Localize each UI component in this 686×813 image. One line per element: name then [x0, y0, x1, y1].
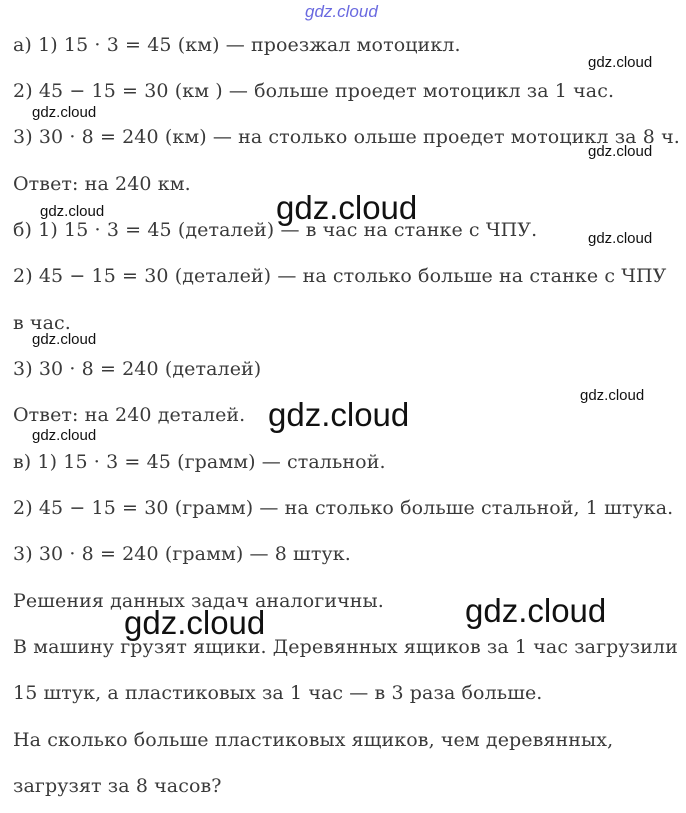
line-c1: в) 1) 15 · 3 = 45 (грамм) — стальной.: [13, 451, 386, 473]
watermark: gdz.cloud: [588, 54, 653, 71]
line-task-2: 15 штук, а пластиковых за 1 час — в 3 раза больше.: [13, 682, 543, 704]
line-task-4: загрузят за 8 часов?: [13, 775, 222, 797]
line-a2: 2) 45 − 15 = 30 (км ) — больше проедет мотоцикл за 1 час.: [13, 80, 615, 102]
watermark: gdz.cloud: [32, 331, 97, 348]
line-b2: 2) 45 − 15 = 30 (деталей) — на столько больше на станке с ЧПУ: [13, 265, 667, 287]
watermark: gdz.cloud: [124, 604, 266, 641]
watermark: gdz.cloud: [268, 396, 410, 433]
line-task-3: На сколько больше пластиковых ящиков, чем деревянных,: [13, 729, 614, 751]
line-b3: 3) 30 · 8 = 240 (деталей): [13, 358, 262, 380]
watermark: gdz.cloud: [32, 427, 97, 444]
line-c3: 3) 30 · 8 = 240 (грамм) — 8 штук.: [13, 543, 351, 565]
line-b1: б) 1) 15 · 3 = 45 (деталей) — в час на станке с ЧПУ.: [13, 219, 538, 241]
watermark: gdz.cloud: [32, 104, 97, 121]
line-a-answer: Ответ: на 240 км.: [13, 173, 191, 195]
watermark: gdz.cloud: [465, 592, 607, 629]
line-b2-cont: в час.: [13, 312, 71, 334]
watermark: gdz.cloud: [40, 203, 105, 220]
watermark: gdz.cloud: [580, 387, 645, 404]
watermark: gdz.cloud: [276, 189, 418, 226]
line-a3: 3) 30 · 8 = 240 (км) — на столько ольше проедет мотоцикл за 8 ч.: [13, 126, 680, 148]
line-summary: Решения данных задач аналогичны.: [13, 590, 384, 612]
line-task-1: В машину грузят ящики. Деревянных ящиков за 1 час загрузили: [13, 636, 678, 658]
watermark: gdz.cloud: [588, 143, 653, 160]
watermark: gdz.cloud: [588, 230, 653, 247]
line-b-answer: Ответ: на 240 деталей.: [13, 404, 246, 426]
watermark: gdz.cloud: [305, 2, 378, 21]
line-a1: а) 1) 15 · 3 = 45 (км) — проезжал мотоцикл.: [13, 34, 461, 56]
line-c2: 2) 45 − 15 = 30 (грамм) — на столько больше стальной, 1 штука.: [13, 497, 674, 519]
